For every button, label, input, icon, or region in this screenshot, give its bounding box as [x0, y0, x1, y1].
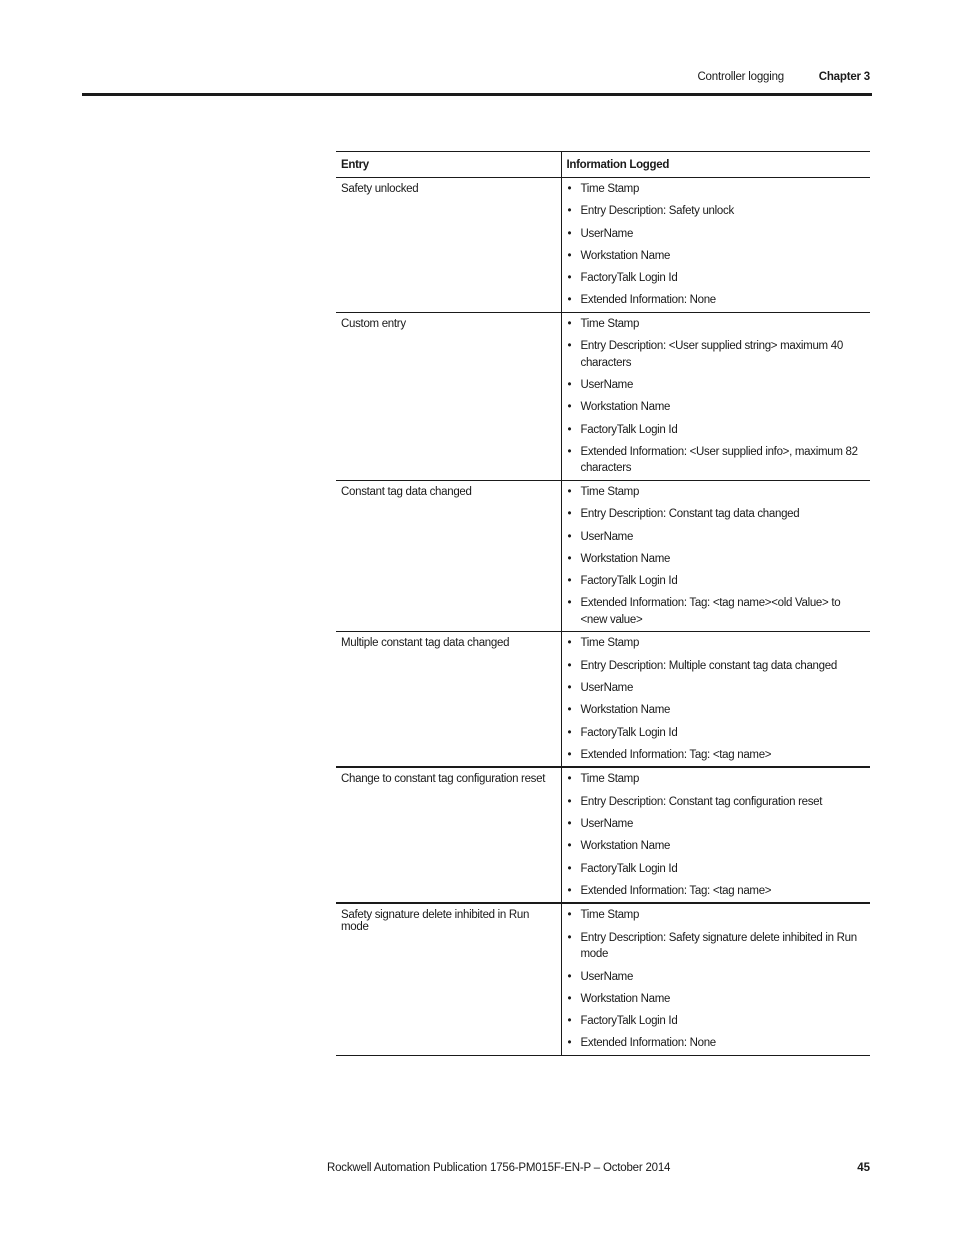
header-rule: [82, 93, 872, 96]
list-item: • Workstation Name: [567, 399, 866, 416]
list-item: • Time Stamp: [567, 484, 866, 501]
column-header-entry: Entry: [336, 152, 561, 178]
list-item: • FactoryTalk Login Id: [567, 1013, 866, 1030]
header-chapter-label: Chapter 3: [818, 71, 870, 83]
header-section-title: Controller logging: [697, 71, 784, 83]
list-item: • FactoryTalk Login Id: [567, 270, 866, 287]
list-item: • Extended Information: <User supplied info>, maximum 82 characters: [567, 444, 866, 477]
table-row: [336, 767, 870, 903]
table-row: [336, 480, 870, 631]
entry-cell: Safety unlocked: [336, 178, 561, 313]
information-list: [567, 316, 866, 477]
information-list: [567, 771, 866, 899]
information-cell: [561, 178, 870, 313]
information-list: [567, 484, 866, 628]
list-item: • Entry Description: Multiple constant tag data changed: [567, 658, 866, 675]
list-item: • Time Stamp: [567, 181, 866, 198]
list-item: • FactoryTalk Login Id: [567, 725, 866, 742]
list-item: • Extended Information: None: [567, 1035, 866, 1052]
information-cell: [561, 480, 870, 631]
information-cell: [561, 903, 870, 1055]
information-list: [567, 635, 866, 763]
list-item: • Workstation Name: [567, 248, 866, 265]
list-item: • FactoryTalk Login Id: [567, 861, 866, 878]
table-row: [336, 312, 870, 480]
list-item: • Extended Information: Tag: <tag name>: [567, 883, 866, 900]
log-entries-table: [336, 151, 870, 1056]
entry-cell: Constant tag data changed: [336, 480, 561, 631]
list-item: • Workstation Name: [567, 551, 866, 568]
list-item: • Workstation Name: [567, 838, 866, 855]
information-cell: [561, 632, 870, 767]
entry-cell: Multiple constant tag data changed: [336, 632, 561, 767]
publication-info: Rockwell Automation Publication 1756-PM015F-EN-P – October 2014: [327, 1162, 671, 1174]
information-list: [567, 181, 866, 309]
list-item: • UserName: [567, 226, 866, 243]
list-item: • Extended Information: Tag: <tag name>: [567, 747, 866, 764]
list-item: • UserName: [567, 680, 866, 697]
list-item: • UserName: [567, 529, 866, 546]
information-cell: [561, 312, 870, 480]
list-item: • Entry Description: Constant tag configuration reset: [567, 794, 866, 811]
table-row: [336, 632, 870, 767]
list-item: • Entry Description: Safety unlock: [567, 203, 866, 220]
list-item: • Entry Description: Constant tag data changed: [567, 506, 866, 523]
list-item: • Extended Information: Tag: <tag name><old Value> to <new value>: [567, 595, 866, 628]
information-cell: [561, 767, 870, 903]
entry-cell: Safety signature delete inhibited in Run mode: [336, 903, 561, 1055]
entry-cell: Custom entry: [336, 312, 561, 480]
list-item: • Workstation Name: [567, 702, 866, 719]
table-row: [336, 178, 870, 313]
list-item: • UserName: [567, 969, 866, 986]
list-item: • Extended Information: None: [567, 292, 866, 309]
list-item: • UserName: [567, 816, 866, 833]
list-item: • UserName: [567, 377, 866, 394]
list-item: • Time Stamp: [567, 635, 866, 652]
list-item: • Time Stamp: [567, 907, 866, 924]
list-item: • Workstation Name: [567, 991, 866, 1008]
table-row: [336, 903, 870, 1055]
information-list: [567, 907, 866, 1051]
column-header-information-logged: Information Logged: [561, 152, 870, 178]
table-header-row: [336, 152, 870, 178]
list-item: • Entry Description: <User supplied string> maximum 40 characters: [567, 338, 866, 371]
list-item: • Entry Description: Safety signature delete inhibited in Run mode: [567, 930, 866, 963]
entry-cell: Change to constant tag configuration reset: [336, 767, 561, 903]
list-item: • FactoryTalk Login Id: [567, 422, 866, 439]
page-number: 45: [857, 1162, 870, 1174]
list-item: • Time Stamp: [567, 771, 866, 788]
list-item: • Time Stamp: [567, 316, 866, 333]
list-item: • FactoryTalk Login Id: [567, 573, 866, 590]
